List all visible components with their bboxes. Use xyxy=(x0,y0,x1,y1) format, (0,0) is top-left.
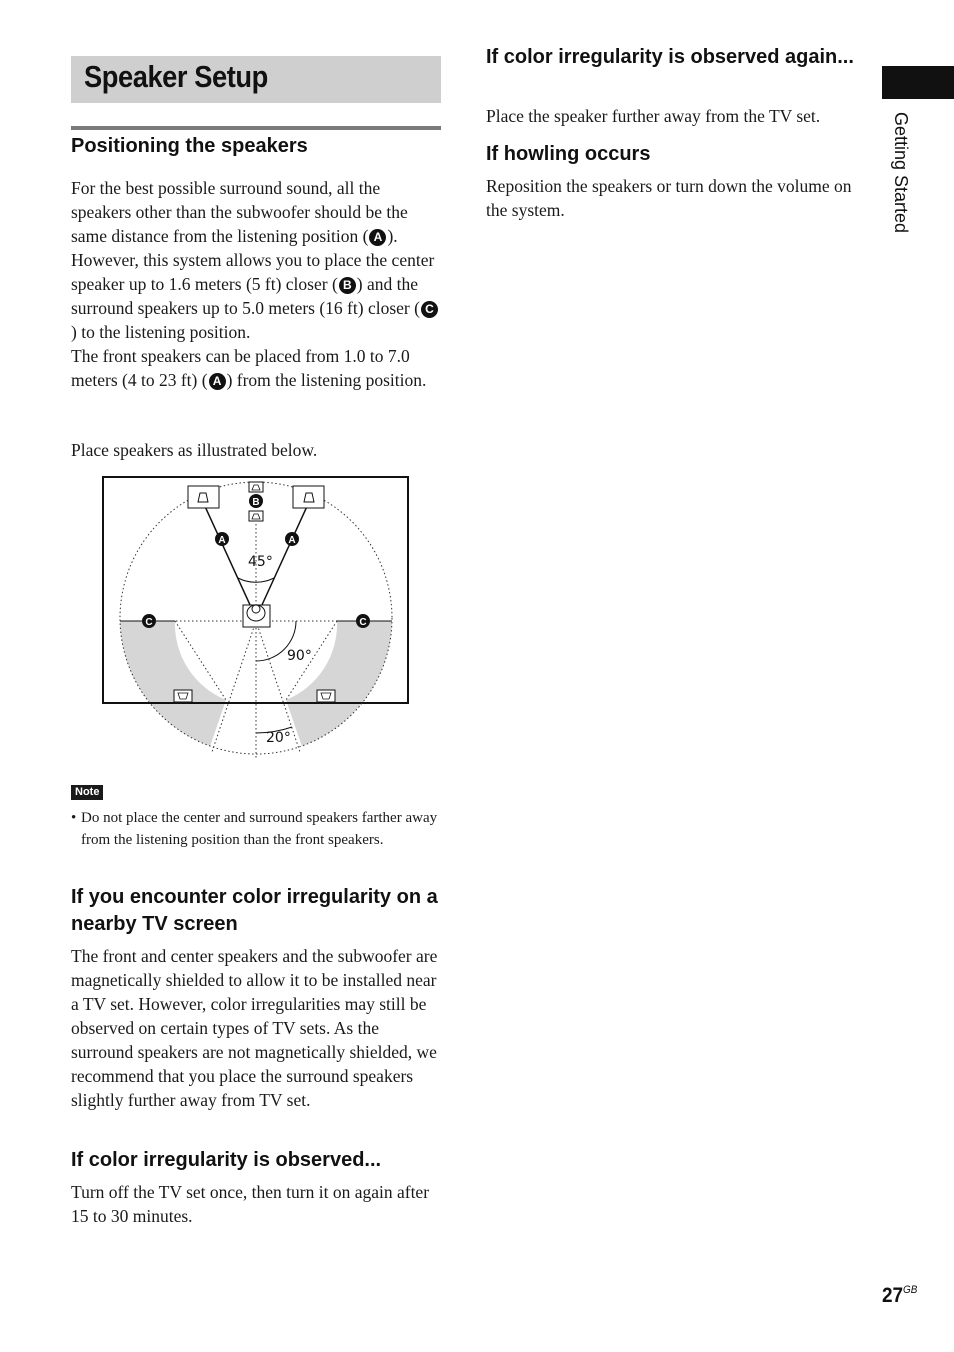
listener-icon xyxy=(243,605,270,627)
observed-heading: If color irregularity is observed... xyxy=(71,1149,382,1171)
marker-c: C xyxy=(421,301,438,318)
howling-body: Reposition the speakers or turn down the volume on the system. xyxy=(486,176,852,220)
note-badge: Note xyxy=(71,785,103,800)
angle-label-90: 90° xyxy=(287,648,312,664)
color-irregularity-heading: If you encounter color irregularity on a nearby TV screen xyxy=(71,886,438,935)
positioning-paragraph xyxy=(71,176,443,392)
marker-a-right xyxy=(285,532,299,546)
note-text xyxy=(71,808,443,851)
svg-text:B: B xyxy=(252,497,260,508)
observed-again-body: Place the speaker further away from the TV set. xyxy=(486,106,821,126)
surround-right-speaker-icon xyxy=(317,690,335,702)
section-tab-label: Getting Started xyxy=(891,112,911,234)
positioning-text-1: For the best possible surround sound, all the speakers other than the subwoofer should be the same distance from the listening position ( xyxy=(71,178,408,246)
marker-a: A xyxy=(369,229,386,246)
marker-c-right xyxy=(356,614,370,628)
note-body: Do not place the center and surround speakers farther away from the listening position than the front speakers. xyxy=(81,810,438,848)
positioning-text-5: The front speakers can be placed from 1.0 to 7.0 meters (4 to 23 ft) ( xyxy=(71,346,410,390)
marker-b: B xyxy=(339,277,356,294)
note-bullet: • xyxy=(71,810,77,826)
page-number xyxy=(882,1284,917,1308)
howling-heading: If howling occurs xyxy=(486,143,651,165)
marker-a-left xyxy=(215,532,229,546)
page-number-suffix: GB xyxy=(903,1284,918,1296)
page-number-value: 27 xyxy=(882,1284,904,1307)
marker-c-left xyxy=(142,614,156,628)
angle-label-45: 45° xyxy=(248,554,273,570)
positioning-heading: Positioning the speakers xyxy=(71,135,308,157)
speaker-placement-diagram xyxy=(100,474,412,764)
marker-b xyxy=(249,494,263,508)
positioning-text-2: ). However, this system allows you to place the center speaker up to 1.6 meters (5 ft) closer ( xyxy=(71,226,435,294)
svg-text:A: A xyxy=(218,535,226,546)
surround-left-speaker-icon xyxy=(174,690,192,702)
svg-text:A: A xyxy=(288,535,296,546)
color-irregularity-body: The front and center speakers and the subwoofer are magnetically shielded to allow it to be installed near a TV set. However, color irregularities may still be observed on certain types of TV sets. As the surround speakers are not magnetically shielded, we recommend that you place the surround speakers slightly further away from TV set. xyxy=(71,946,438,1110)
front-left-speaker-icon xyxy=(188,486,219,508)
positioning-text-6: ) from the listening position. xyxy=(226,370,427,390)
observed-again-heading: If color irregularity is observed again... xyxy=(486,46,854,68)
svg-text:C: C xyxy=(145,617,153,628)
observed-body: Turn off the TV set once, then turn it on again after 15 to 30 minutes. xyxy=(71,1182,430,1226)
page-title: Speaker Setup xyxy=(84,59,268,94)
positioning-text-4: ) to the listening position. xyxy=(71,322,251,342)
section-rule xyxy=(71,126,441,130)
svg-text:C: C xyxy=(359,617,367,628)
section-tab xyxy=(882,66,954,99)
place-speakers-text: Place speakers as illustrated below. xyxy=(71,440,318,460)
angle-label-20: 20° xyxy=(266,730,291,746)
marker-a: A xyxy=(209,373,226,390)
front-right-speaker-icon xyxy=(293,486,324,508)
positioning-text-3: ) and the surround speakers up to 5.0 meters (16 ft) closer ( xyxy=(71,274,420,318)
